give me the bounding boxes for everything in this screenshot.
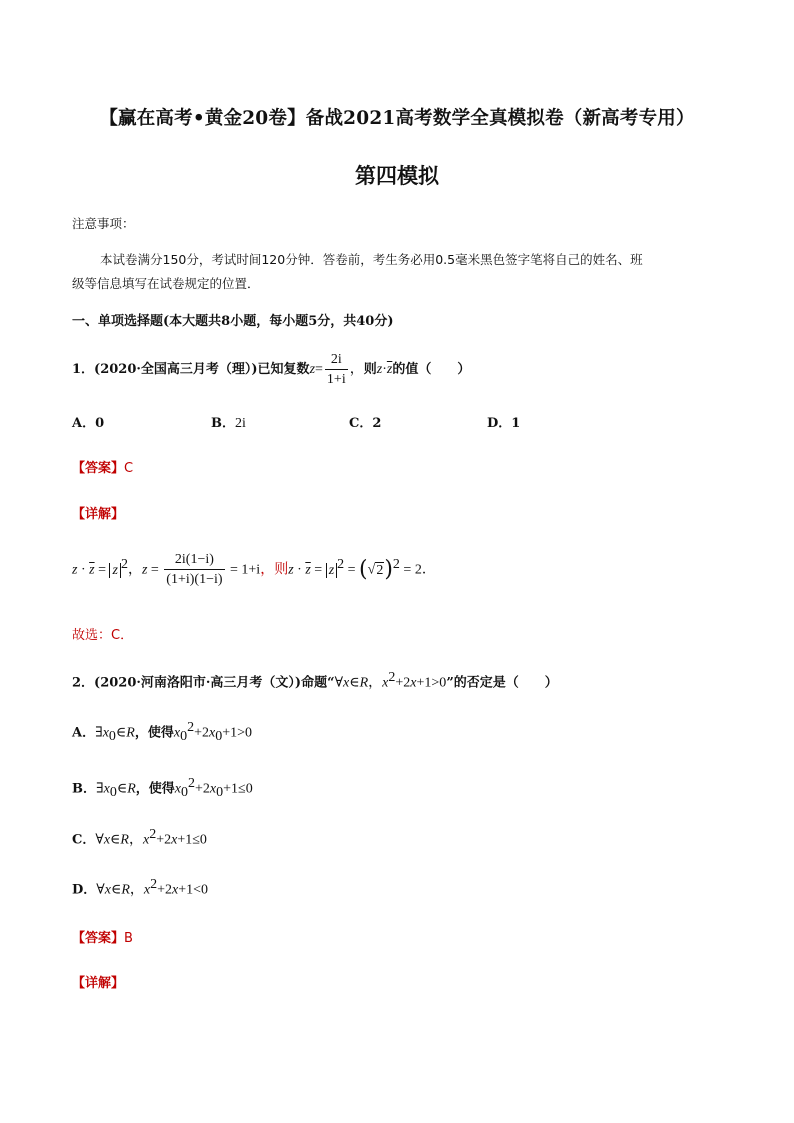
q1-detail-label: 【详解】 bbox=[72, 507, 125, 522]
exam-title: 【赢在高考•黄金20卷】备战2021高考数学全真模拟卷（新高考专用） bbox=[99, 108, 695, 129]
question-2: 2．(2020·河南洛阳市·高三月考（文）)命题“∀x∈R，$x^2+2x+1>0$”的否定是（ ） bbox=[72, 670, 558, 691]
q1-fraction: $\frac{2i}{1+i}$ bbox=[326, 352, 346, 387]
q1-stem-prefix: 1．(2020·全国高三月考（理）)已知复数 bbox=[72, 362, 310, 377]
q1-option-d: D．1 bbox=[487, 416, 521, 431]
q2-detail-label: 【详解】 bbox=[72, 976, 125, 991]
q2-option-d: D．∀x∈R，$x^2+2x+1<0$ bbox=[72, 877, 209, 898]
q2-option-c: C．∀x∈R，$x^2+2x+1\le 0$ bbox=[72, 827, 207, 848]
notice-heading: 注意事项： bbox=[72, 216, 135, 231]
q1-solution-formula: $z \cdot \overline{z} = z$ $^2$，z = $\frac{2i(1-i)}{(1+i)(1-i)}$ = 1+i，则$z \cdot \overline{z} = z$ $^2 = (√2)^2 = 2$． bbox=[72, 552, 436, 587]
q1-conclusion: 故选：C． bbox=[72, 628, 134, 643]
notice-line-2: 级等信息填写在试卷规定的位置． bbox=[72, 276, 260, 291]
section-heading: 一、单项选择题(本大题共8小题，每小题5分，共40分) bbox=[72, 314, 394, 329]
q1-answer: 【答案】C bbox=[72, 461, 134, 476]
q1-formula: z bbox=[309, 362, 316, 377]
question-1: 1．(2020·全国高三月考（理）)已知复数z= $\frac{2i}{1+i}$ ，则$z\cdot\overline{z}$的值（ ） bbox=[72, 352, 471, 387]
q2-answer: 【答案】B bbox=[72, 931, 133, 946]
notice-line-1: 本试卷满分150分，考试时间120分钟．答卷前，考生务必用0.5毫米黑色签字笔将自己的姓名、班 bbox=[100, 252, 643, 267]
q1-option-b: B．2i bbox=[211, 416, 246, 431]
q1-option-c: C．2 bbox=[349, 416, 382, 431]
q1-stem-suffix: 的值（ ） bbox=[392, 362, 471, 377]
exam-subtitle: 第四模拟 bbox=[355, 163, 439, 188]
q2-option-b: B．$\exists x_0\in R$，使得$x_0^2+2x_0+1\le 0$ bbox=[72, 776, 253, 800]
q1-option-a: A．0 bbox=[72, 416, 105, 431]
q2-option-a: A．$\exists x_0\in R$，使得$x_0^2+2x_0+1>0$ bbox=[72, 720, 253, 744]
